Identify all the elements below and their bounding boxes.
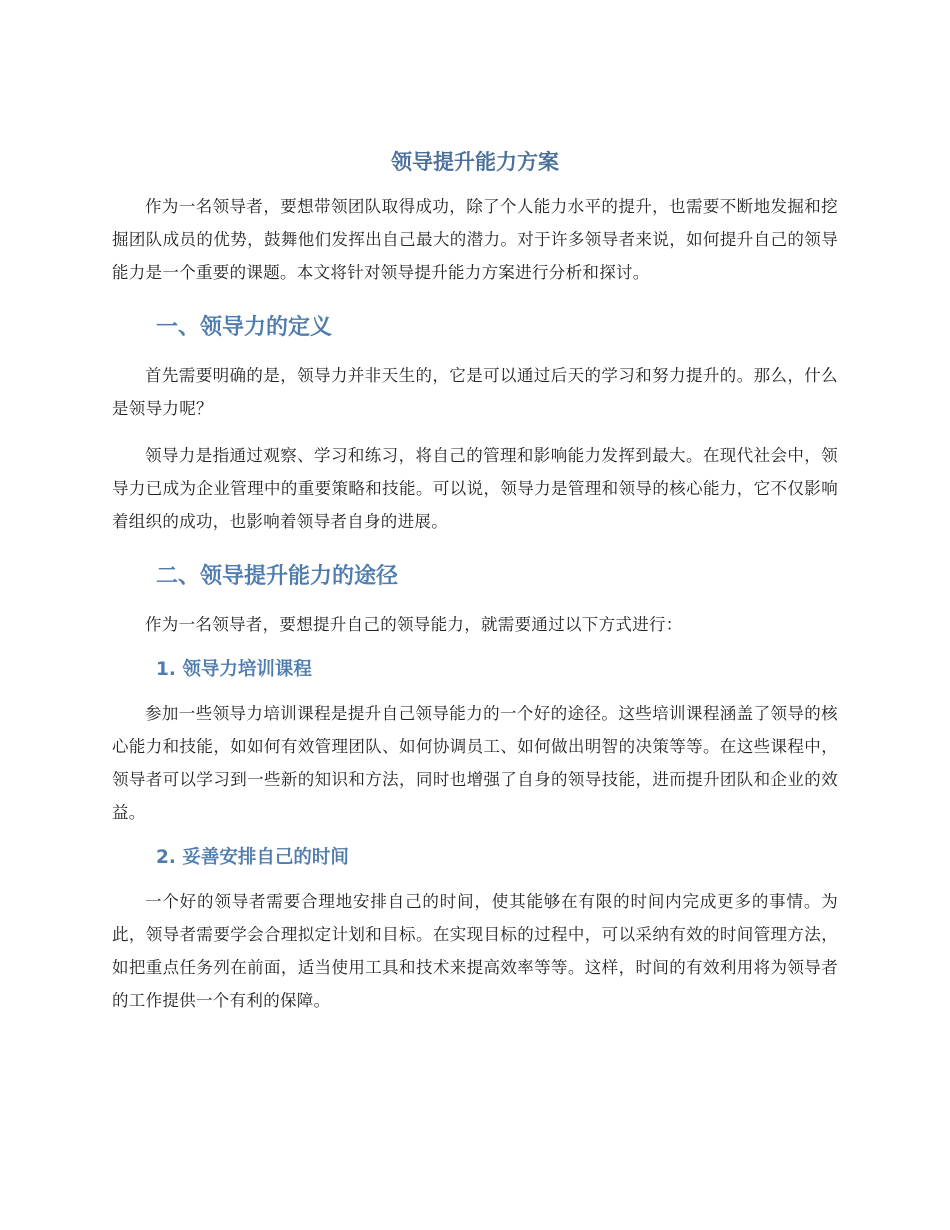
subsection-heading-training: 1. 领导力培训课程 bbox=[156, 659, 312, 680]
intro-paragraph: 作为一名领导者，要想带领团队取得成功，除了个人能力水平的提升，也需要不断地发掘和挖掘团队成员的优势，鼓舞他们发挥出自己最大的潜力。对于许多领导者来说，如何提升自己的领导能力是一个重要的课题。本文将针对领导提升能力方案进行分析和探讨。 bbox=[112, 197, 838, 282]
section-heading-definition: 一、领导力的定义 bbox=[156, 315, 333, 340]
section-paragraph: 作为一名领导者，要想提升自己的领导能力，就需要通过以下方式进行： bbox=[145, 615, 683, 634]
subsection-paragraph: 一个好的领导者需要合理地安排自己的时间，使其能够在有限的时间内完成更多的事情。为此，领导者需要学会合理拟定计划和目标。在实现目标的过程中，可以采纳有效的时间管理方法，如把重点任务列在前面，适当使用工具和技术来提高效率等等。这样，时间的有效利用将为领导者的工作提供一个有利的保障。 bbox=[112, 892, 838, 1010]
section-paragraph: 领导力是指通过观察、学习和练习，将自己的管理和影响能力发挥到最大。在现代社会中，领导力已成为企业管理中的重要策略和技能。可以说，领导力是管理和领导的核心能力，它不仅影响着组织的成功，也影响着领导者自身的进展。 bbox=[112, 446, 838, 531]
subsection-heading-time: 2. 妥善安排自己的时间 bbox=[156, 847, 349, 868]
section-heading-approaches: 二、领导提升能力的途径 bbox=[156, 564, 399, 589]
document-title: 领导提升能力方案 bbox=[391, 150, 559, 174]
section-paragraph: 首先需要明确的是，领导力并非天生的，它是可以通过后天的学习和努力提升的。那么，什么是领导力呢？ bbox=[112, 366, 838, 418]
subsection-paragraph: 参加一些领导力培训课程是提升自己领导能力的一个好的途径。这些培训课程涵盖了领导的核心能力和技能，如如何有效管理团队、如何协调员工、如何做出明智的决策等等。在这些课程中，领导者可以学习到一些新的知识和方法，同时也增强了自身的领导技能，进而提升团队和企业的效益。 bbox=[112, 704, 838, 822]
